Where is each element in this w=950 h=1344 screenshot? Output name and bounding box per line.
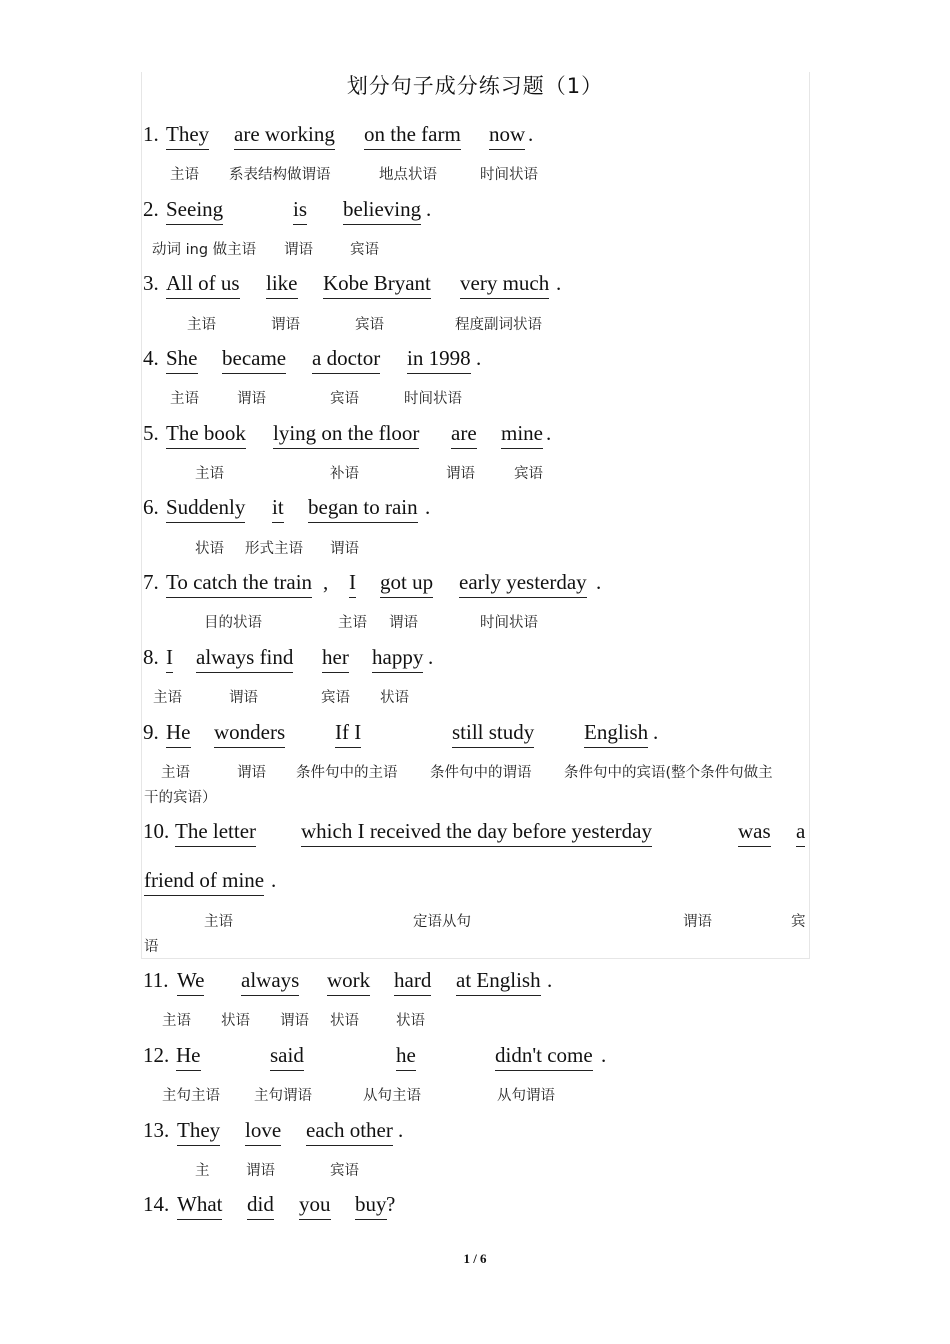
punctuation: ? — [386, 1192, 396, 1216]
component-label: 条件句中的谓语 — [430, 765, 532, 781]
component-label: 宾语 — [355, 317, 384, 333]
exercise-sentence — [143, 195, 813, 225]
exercise-sentence — [143, 568, 813, 598]
sentence-component: at English — [456, 966, 541, 996]
item-number: 3. — [143, 271, 159, 295]
sentence-component: wonders — [214, 718, 285, 748]
sentence-component: lying on the floor — [273, 419, 419, 449]
exercise-sentence — [143, 1190, 813, 1220]
sentence-component: in 1998 — [407, 344, 471, 374]
component-label: 宾语 — [321, 690, 350, 706]
component-label: 从句主语 — [363, 1088, 421, 1104]
exercise-sentence — [143, 1116, 813, 1146]
component-label: 时间状语 — [480, 167, 538, 183]
sentence-component: it — [272, 493, 284, 523]
page-title: 划分句子成分练习题（1） — [346, 74, 604, 98]
component-label: 形式主语 — [245, 541, 303, 557]
exercise-sentence — [143, 120, 813, 150]
item-number: 7. — [143, 570, 159, 594]
sentence-component: said — [270, 1041, 304, 1071]
punctuation: . — [528, 122, 534, 146]
item-number: 6. — [143, 495, 159, 519]
sentence-component: She — [166, 344, 198, 374]
component-label: 谓语 — [246, 1163, 275, 1179]
component-label: 宾 — [791, 914, 806, 930]
sentence-component: now — [489, 120, 525, 150]
component-label: 定语从句 — [413, 914, 471, 930]
component-label: 主语 — [187, 317, 216, 333]
component-label: 时间状语 — [404, 391, 462, 407]
punctuation: . — [426, 197, 432, 221]
sentence-component: buy — [355, 1190, 387, 1220]
exercise-sentence — [143, 817, 813, 847]
component-label: 主语 — [204, 914, 233, 930]
sentence-component: became — [222, 344, 286, 374]
item-number: 10. — [143, 819, 170, 843]
item-number: 11. — [143, 968, 169, 992]
sentence-component: always find — [196, 643, 293, 673]
item-number: 9. — [143, 720, 159, 744]
sentence-component: friend of mine — [144, 866, 264, 896]
sentence-component: If I — [335, 718, 361, 748]
sentence-component: are working — [234, 120, 335, 150]
punctuation: . — [596, 570, 602, 594]
punctuation: . — [476, 346, 482, 370]
component-label: 主句谓语 — [254, 1088, 312, 1104]
punctuation: . — [546, 421, 552, 445]
sentence-component: got up — [380, 568, 433, 598]
item-number: 12. — [143, 1043, 170, 1067]
sentence-component: began to rain — [308, 493, 418, 523]
component-label: 主 — [195, 1163, 210, 1179]
component-label: 谓语 — [237, 391, 266, 407]
punctuation: . — [547, 968, 553, 992]
component-label: 谓语 — [284, 242, 313, 258]
item-number: 14. — [143, 1192, 170, 1216]
component-label: 谓语 — [446, 466, 475, 482]
sentence-component: is — [293, 195, 307, 225]
component-label: 宾语 — [514, 466, 543, 482]
sentence-component: The book — [166, 419, 246, 449]
punctuation: . — [428, 645, 434, 669]
sentence-component: I — [166, 643, 173, 673]
component-label: 补语 — [330, 466, 359, 482]
page-number: 1 / 6 — [463, 1251, 487, 1266]
component-label: 谓语 — [280, 1013, 309, 1029]
component-label: 状语 — [330, 1013, 359, 1029]
item-number: 1. — [143, 122, 159, 146]
exercise-sentence — [143, 966, 813, 996]
sentence-component: Seeing — [166, 195, 223, 225]
sentence-component: each other — [306, 1116, 393, 1146]
item-number: 5. — [143, 421, 159, 445]
component-label: 谓语 — [229, 690, 258, 706]
component-label: 从句谓语 — [497, 1088, 555, 1104]
sentence-component: Kobe Bryant — [323, 269, 431, 299]
component-label: 状语 — [396, 1013, 425, 1029]
component-label: 宾语 — [330, 1163, 359, 1179]
sentence-component: early yesterday — [459, 568, 587, 598]
component-label: 主语 — [170, 167, 199, 183]
component-label: 谓语 — [389, 615, 418, 631]
component-label-continued: 语 — [144, 939, 159, 955]
component-label: 时间状语 — [480, 615, 538, 631]
component-label: 主语 — [153, 690, 182, 706]
punctuation: . — [398, 1118, 404, 1142]
sentence-component: did — [247, 1190, 274, 1220]
component-label: 主语 — [162, 1013, 191, 1029]
punctuation: . — [271, 868, 277, 892]
sentence-component: hard — [394, 966, 431, 996]
sentence-component: love — [245, 1116, 281, 1146]
sentence-component: happy — [372, 643, 423, 673]
exercise-sentence — [143, 1041, 813, 1071]
sentence-component: To catch the train — [166, 568, 312, 598]
exercise-sentence — [143, 718, 813, 748]
component-label: 状语 — [221, 1013, 250, 1029]
exercise-sentence — [143, 344, 813, 374]
sentence-component: didn't come — [495, 1041, 593, 1071]
sentence-component: like — [266, 269, 298, 299]
sentence-component: still study — [452, 718, 534, 748]
item-number: 8. — [143, 645, 159, 669]
sentence-component: believing — [343, 195, 421, 225]
sentence-component: Suddenly — [166, 493, 245, 523]
item-number: 2. — [143, 197, 159, 221]
sentence-component: very much — [460, 269, 549, 299]
item-number: 13. — [143, 1118, 170, 1142]
sentence-component: We — [177, 966, 204, 996]
component-label: 宾语 — [350, 242, 379, 258]
exercise-sentence — [143, 269, 813, 299]
punctuation: . — [425, 495, 431, 519]
component-label: 动词 ing 做主语 — [152, 242, 257, 258]
sentence-component: was — [738, 817, 771, 847]
sentence-component: I — [349, 568, 356, 598]
component-label-continued: 干的宾语） — [144, 790, 217, 806]
component-label: 主语 — [170, 391, 199, 407]
component-label: 谓语 — [330, 541, 359, 557]
sentence-component: which I received the day before yesterday — [301, 817, 652, 847]
sentence-component: They — [166, 120, 209, 150]
punctuation: . — [601, 1043, 607, 1067]
exercise-sentence — [143, 419, 813, 449]
sentence-component: always — [241, 966, 299, 996]
sentence-component: on the farm — [364, 120, 461, 150]
component-label: 谓语 — [237, 765, 266, 781]
component-label: 谓语 — [683, 914, 712, 930]
component-label: 目的状语 — [204, 615, 262, 631]
exercise-sentence — [143, 643, 813, 673]
exercise-sentence-continued — [143, 866, 813, 896]
sentence-component: English — [584, 718, 648, 748]
component-label: 宾语 — [330, 391, 359, 407]
sentence-component: mine — [501, 419, 543, 449]
sentence-component: you — [299, 1190, 331, 1220]
exercise-sentence — [143, 493, 813, 523]
sentence-component: a doctor — [312, 344, 380, 374]
component-label: 主语 — [338, 615, 367, 631]
sentence-component: work — [327, 966, 370, 996]
sentence-component: her — [322, 643, 349, 673]
item-number: 4. — [143, 346, 159, 370]
sentence-component: The letter — [175, 817, 256, 847]
sentence-component: He — [176, 1041, 201, 1071]
sentence-component: All of us — [166, 269, 240, 299]
sentence-component: He — [166, 718, 191, 748]
component-label: 程度副词状语 — [455, 317, 542, 333]
sentence-component: They — [177, 1116, 220, 1146]
component-label: 主语 — [161, 765, 190, 781]
component-label: 条件句中的宾语(整个条件句做主 — [564, 765, 773, 781]
component-label: 主语 — [195, 466, 224, 482]
component-label: 状语 — [195, 541, 224, 557]
punctuation: . — [556, 271, 562, 295]
component-label: 系表结构做谓语 — [229, 167, 331, 183]
component-label: 谓语 — [271, 317, 300, 333]
sentence-component: he — [396, 1041, 416, 1071]
sentence-component: What — [177, 1190, 222, 1220]
punctuation: , — [323, 570, 329, 594]
sentence-component: a — [796, 817, 805, 847]
component-label: 状语 — [380, 690, 409, 706]
punctuation: . — [653, 720, 659, 744]
component-label: 地点状语 — [379, 167, 437, 183]
component-label: 主句主语 — [162, 1088, 220, 1104]
component-label: 条件句中的主语 — [296, 765, 398, 781]
sentence-component: are — [451, 419, 477, 449]
